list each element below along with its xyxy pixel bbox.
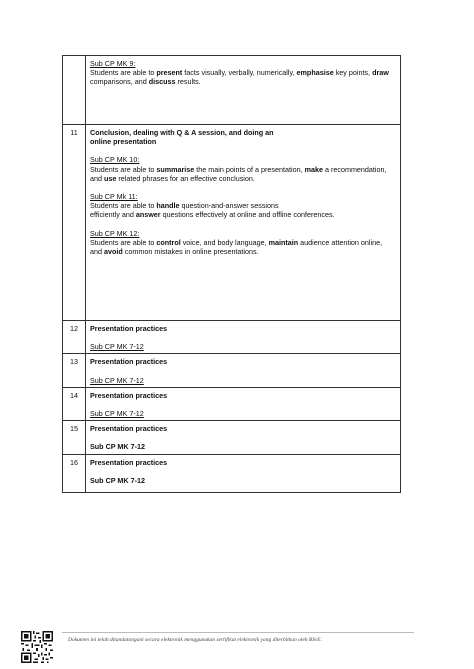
- row-number: 14: [63, 387, 86, 420]
- row-number: 13: [63, 354, 86, 387]
- footer-signature-note: Dokumen ini telah ditandatangani secara elektronik menggunakan sertifikat elektronik yang diterbitkan oleh BSrE.: [68, 637, 322, 643]
- row-number: 12: [63, 321, 86, 354]
- topic-title: Presentation practices: [90, 424, 168, 434]
- topic-cell: [86, 354, 401, 387]
- schedule-table: [62, 55, 401, 493]
- topic-cell: [86, 56, 401, 125]
- topic-cell: [86, 321, 401, 354]
- footer-divider: [62, 632, 414, 633]
- table-row: [63, 354, 401, 387]
- table-row: [63, 455, 401, 493]
- topic-title: Presentation practices: [90, 324, 168, 333]
- sub-cp-description: Students are able to summarise the main points of a presentation, make a recommendation, and use related phrases for an effective conclusion.: [90, 164, 387, 183]
- topic-title-continued: online presentation: [90, 137, 157, 147]
- sub-cp-label: Sub CP MK 7-12: [90, 375, 144, 385]
- sub-cp-label: Sub CP MK 7-12: [90, 342, 144, 352]
- topic-title: Conclusion, dealing with Q & A session, and doing an: [90, 128, 274, 137]
- sub-cp-label: Sub CP Mk 11:: [90, 192, 138, 202]
- row-number: 15: [63, 421, 86, 455]
- topic-title: Presentation practices: [90, 390, 168, 400]
- topic-cell: [86, 421, 401, 455]
- table-row: [63, 125, 401, 321]
- sub-cp-description: Students are able to present facts visually, verbally, numerically, emphasise key points, draw comparisons, and discuss results.: [90, 68, 389, 87]
- table-row: [63, 387, 401, 420]
- row-number: 16: [63, 455, 86, 493]
- sub-cp-label: Sub CP MK 7-12: [90, 442, 145, 452]
- table-row: [63, 421, 401, 455]
- topic-title: Presentation practices: [90, 357, 168, 367]
- table-row: [63, 56, 401, 125]
- topic-cell: [86, 125, 401, 321]
- qr-code-icon: [21, 631, 53, 663]
- row-number: 11: [63, 125, 86, 321]
- topic-cell: [86, 387, 401, 420]
- sub-cp-label: Sub CP MK 7-12: [90, 409, 144, 419]
- sub-cp-label: Sub CP MK 7-12: [90, 476, 145, 486]
- table-row: [63, 321, 401, 354]
- sub-cp-label: Sub CP MK 9:: [90, 59, 136, 68]
- sub-cp-description: Students are able to control voice, and body language, maintain audience attention online, and avoid common mistakes in online presentations.: [90, 237, 383, 257]
- sub-cp-label: Sub CP MK 10:: [90, 155, 140, 165]
- sub-cp-description-continued: efficiently and answer questions effectively at online and offline conferences.: [90, 210, 335, 220]
- topic-cell: [86, 455, 401, 493]
- topic-title: Presentation practices: [90, 458, 168, 468]
- sub-cp-description: Students are able to handle question-and-answer sessions: [90, 201, 279, 211]
- row-number: [63, 56, 86, 125]
- sub-cp-label: Sub CP MK 12:: [90, 228, 140, 238]
